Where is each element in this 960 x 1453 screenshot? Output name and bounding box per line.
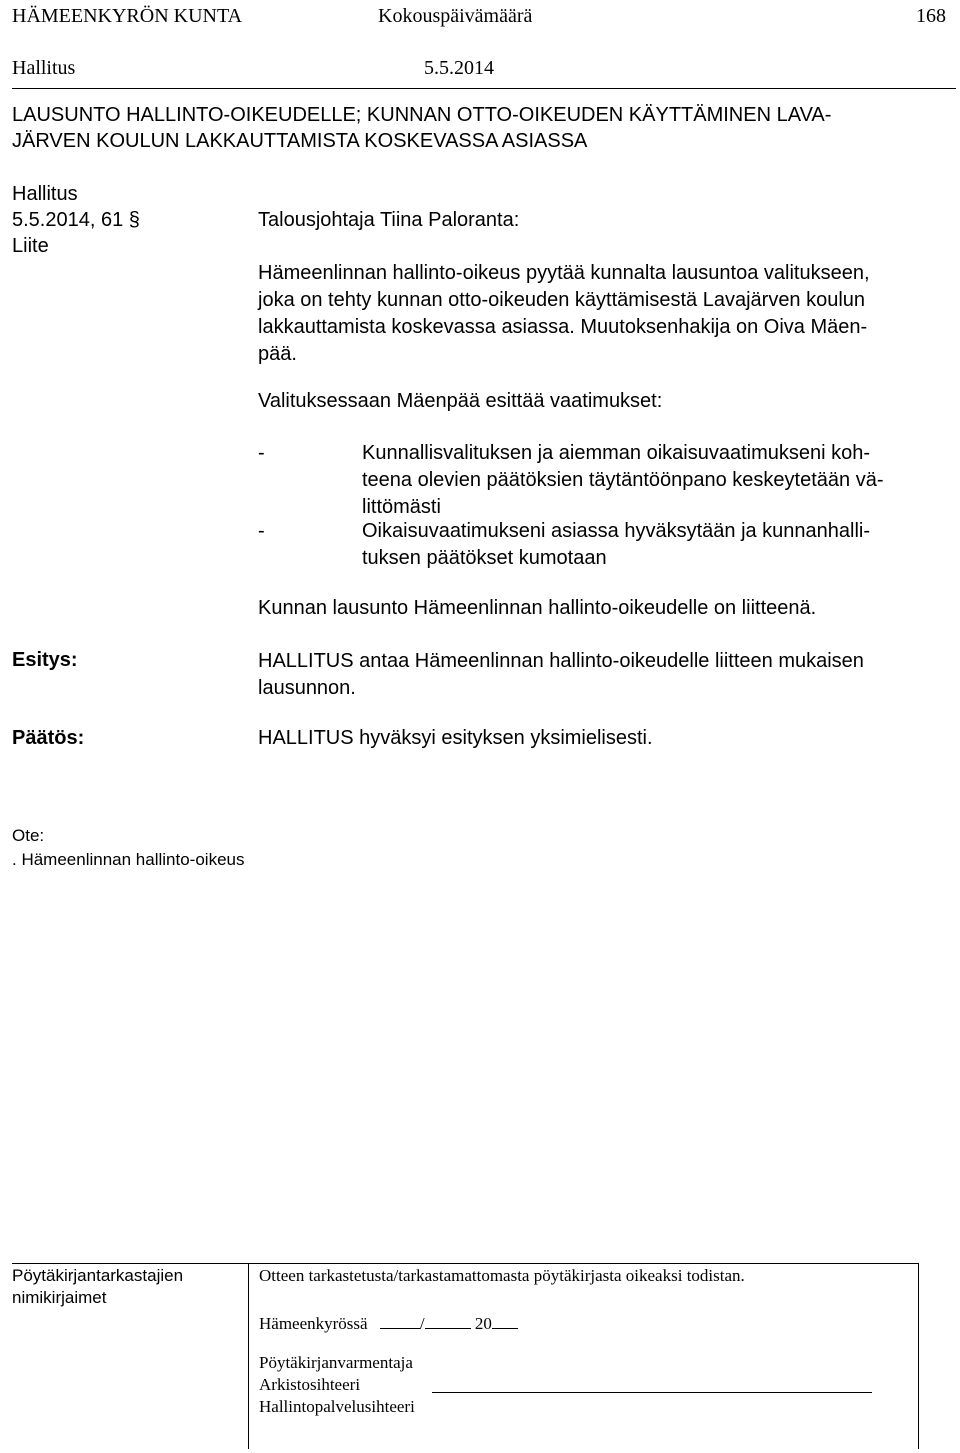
proposal-line: HALLITUS antaa Hämeenlinnan hallinto-oikeudelle liitteen mukaisen — [258, 650, 864, 672]
archivist-label: Arkistosihteeri — [259, 1375, 361, 1394]
extract-recipient: . Hämeenlinnan hallinto-oikeus — [12, 850, 245, 869]
meeting-body: Hallitus — [12, 57, 76, 79]
reference-body: Hallitus — [12, 183, 78, 205]
demand-line: littömästi — [362, 496, 441, 518]
proposal-text — [258, 648, 864, 702]
demand-line: Kunnallisvalituksen ja aiemman oikaisuvaatimukseni koh- — [362, 442, 871, 464]
demand-line: tuksen päätökset kumotaan — [362, 547, 607, 569]
demand-line: teena olevien päätöksien täytäntöönpano keskeytetään vä- — [362, 469, 884, 491]
meeting-date: 5.5.2014 — [424, 57, 494, 79]
statement-note: Kunnan lausunto Hämeenlinnan hallinto-oikeudelle on liitteenä. — [258, 597, 817, 619]
intro-line: lakkauttamista koskevassa asiassa. Muutoksenhakija on Oiva Mäen- — [258, 316, 868, 338]
organization-name: HÄMEENKYRÖN KUNTA — [12, 5, 243, 27]
decision-label: Päätös: — [12, 727, 85, 749]
intro-line: joka on tehty kunnan otto-oikeuden käyttämisestä Lavajärven koulun — [258, 289, 866, 311]
proposal-label: Esitys: — [12, 649, 78, 671]
extract-label: Ote: — [12, 826, 45, 845]
proposal-line: lausunnon. — [258, 677, 356, 699]
decision-text: HALLITUS hyväksyi esityksen yksimielisesti. — [258, 727, 653, 749]
demand-item — [362, 518, 870, 572]
document-type: Kokouspäivämäärä — [378, 5, 533, 27]
demand-line: Oikaisuvaatimukseni asiassa hyväksytään ja kunnanhalli- — [362, 520, 871, 542]
verifier-label: Pöytäkirjanvarmentaja — [259, 1353, 413, 1372]
admin-label: Hallintopalvelusihteeri — [259, 1397, 415, 1416]
signatures-label-line-1: Pöytäkirjantarkastajien — [12, 1266, 184, 1285]
year-prefix: 20 — [474, 1314, 492, 1333]
presenter: Talousjohtaja Tiina Paloranta: — [258, 209, 520, 231]
reference-line — [12, 209, 140, 232]
month-blank — [425, 1310, 471, 1329]
certification-place-date — [259, 1310, 518, 1334]
reference-date-number: 5.5.2014, 61 — [12, 209, 124, 231]
day-blank — [380, 1310, 420, 1329]
year-blank — [492, 1310, 518, 1329]
certification-text: Otteen tarkastetusta/tarkastamattomasta pöytäkirjasta oikeaksi todistan. — [259, 1266, 745, 1285]
attachment-label: Liite — [12, 235, 49, 257]
intro-line: Hämeenlinnan hallinto-oikeus pyytää kunnalta lausuntoa valitukseen, — [258, 262, 870, 284]
intro-paragraph — [258, 260, 870, 368]
header-divider — [12, 88, 956, 89]
signature-line — [432, 1392, 872, 1393]
item-title-line-1: LAUSUNTO HALLINTO-OIKEUDELLE; KUNNAN OTTO-OIKEUDEN KÄYTTÄMINEN LAVA- — [12, 104, 832, 126]
page-number: 168 — [916, 5, 946, 27]
section-sign: § — [128, 209, 140, 231]
signatures-label-line-2: nimikirjaimet — [12, 1288, 107, 1307]
bullet-marker: - — [258, 520, 265, 542]
date-separator: / — [419, 1314, 425, 1333]
demand-item — [362, 440, 883, 521]
place: Hämeenkyrössä — [259, 1314, 368, 1333]
bullet-marker: - — [258, 442, 265, 464]
demands-intro: Valituksessaan Mäenpää esittää vaatimukset: — [258, 390, 663, 412]
footer-column-divider — [248, 1263, 249, 1449]
footer-top-border — [12, 1263, 918, 1264]
intro-line: pää. — [258, 343, 297, 365]
item-title-line-2: JÄRVEN KOULUN LAKKAUTTAMISTA KOSKEVASSA ASIASSA — [12, 130, 588, 152]
footer-right-border — [918, 1263, 919, 1449]
